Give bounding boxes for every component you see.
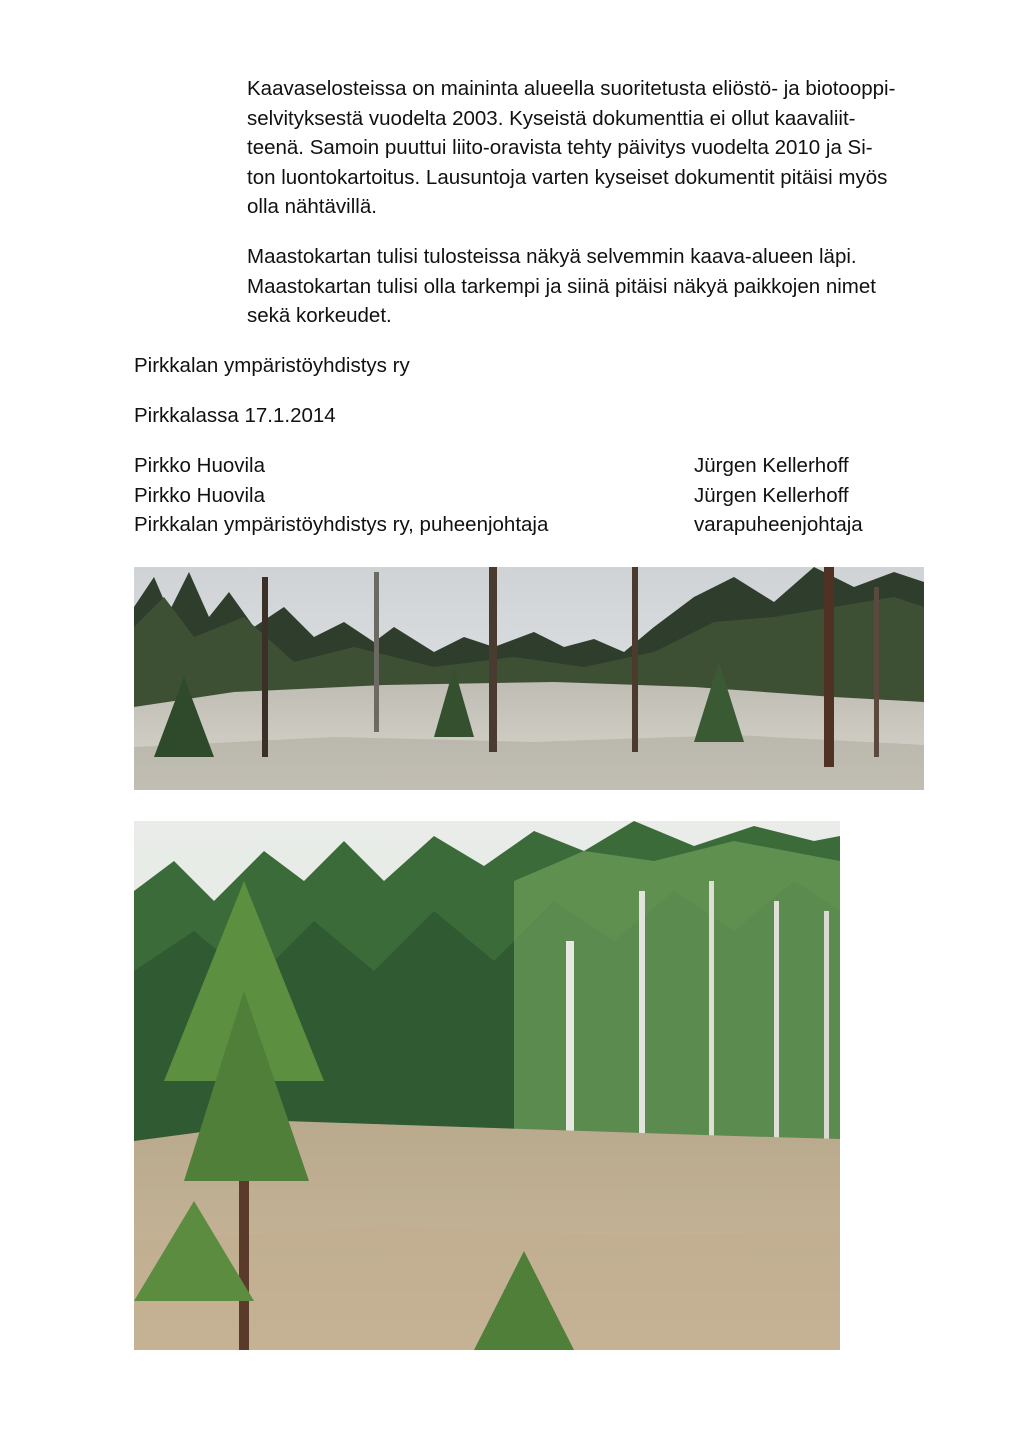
photo-spring-bog-forest xyxy=(134,821,840,1350)
paragraph-line: Maastokartan tulisi tulosteissa näkyä selvemmin kaava-alueen läpi. xyxy=(247,245,857,268)
signature-block-right xyxy=(694,451,863,540)
paragraph-2 xyxy=(247,242,959,331)
signer-title-right: varapuheenjohtaja xyxy=(694,513,863,536)
paragraph-line: sekä korkeudet. xyxy=(247,304,392,327)
paragraph-line: ton luontokartoitus. Lausuntoja varten kyseiset dokumentit pitäisi myös xyxy=(247,165,888,189)
signature-right: Jürgen Kellerhoff xyxy=(694,454,849,477)
paragraph-line: olla nähtävillä. xyxy=(247,195,377,218)
paragraph-line: teenä. Samoin puuttui liito-oravista tehty päivitys vuodelta 2010 ja Si- xyxy=(247,136,873,159)
signature-left: Pirkko Huovila xyxy=(134,454,266,477)
photo-panorama-snowy-bog xyxy=(134,567,924,790)
signature-block-left xyxy=(134,451,548,540)
paragraph-1 xyxy=(247,74,959,222)
place-date: Pirkkalassa 17.1.2014 xyxy=(134,404,336,427)
organization-name: Pirkkalan ympäristöyhdistys ry xyxy=(134,354,410,377)
signer-name-right: Jürgen Kellerhoff xyxy=(694,483,849,507)
signer-name-left: Pirkko Huovila xyxy=(134,483,266,507)
signer-title-left: Pirkkalan ympäristöyhdistys ry, puheenjohtaja xyxy=(134,513,549,536)
paragraph-line: Kaavaselosteissa on maininta alueella suoritetusta eliöstö- ja biotooppi- xyxy=(247,77,896,100)
paragraph-line: selvityksestä vuodelta 2003. Kyseistä dokumenttia ei ollut kaavaliit- xyxy=(247,106,856,130)
paragraph-line: Maastokartan tulisi olla tarkempi ja siinä pitäisi näkyä paikkojen nimet xyxy=(247,274,876,298)
